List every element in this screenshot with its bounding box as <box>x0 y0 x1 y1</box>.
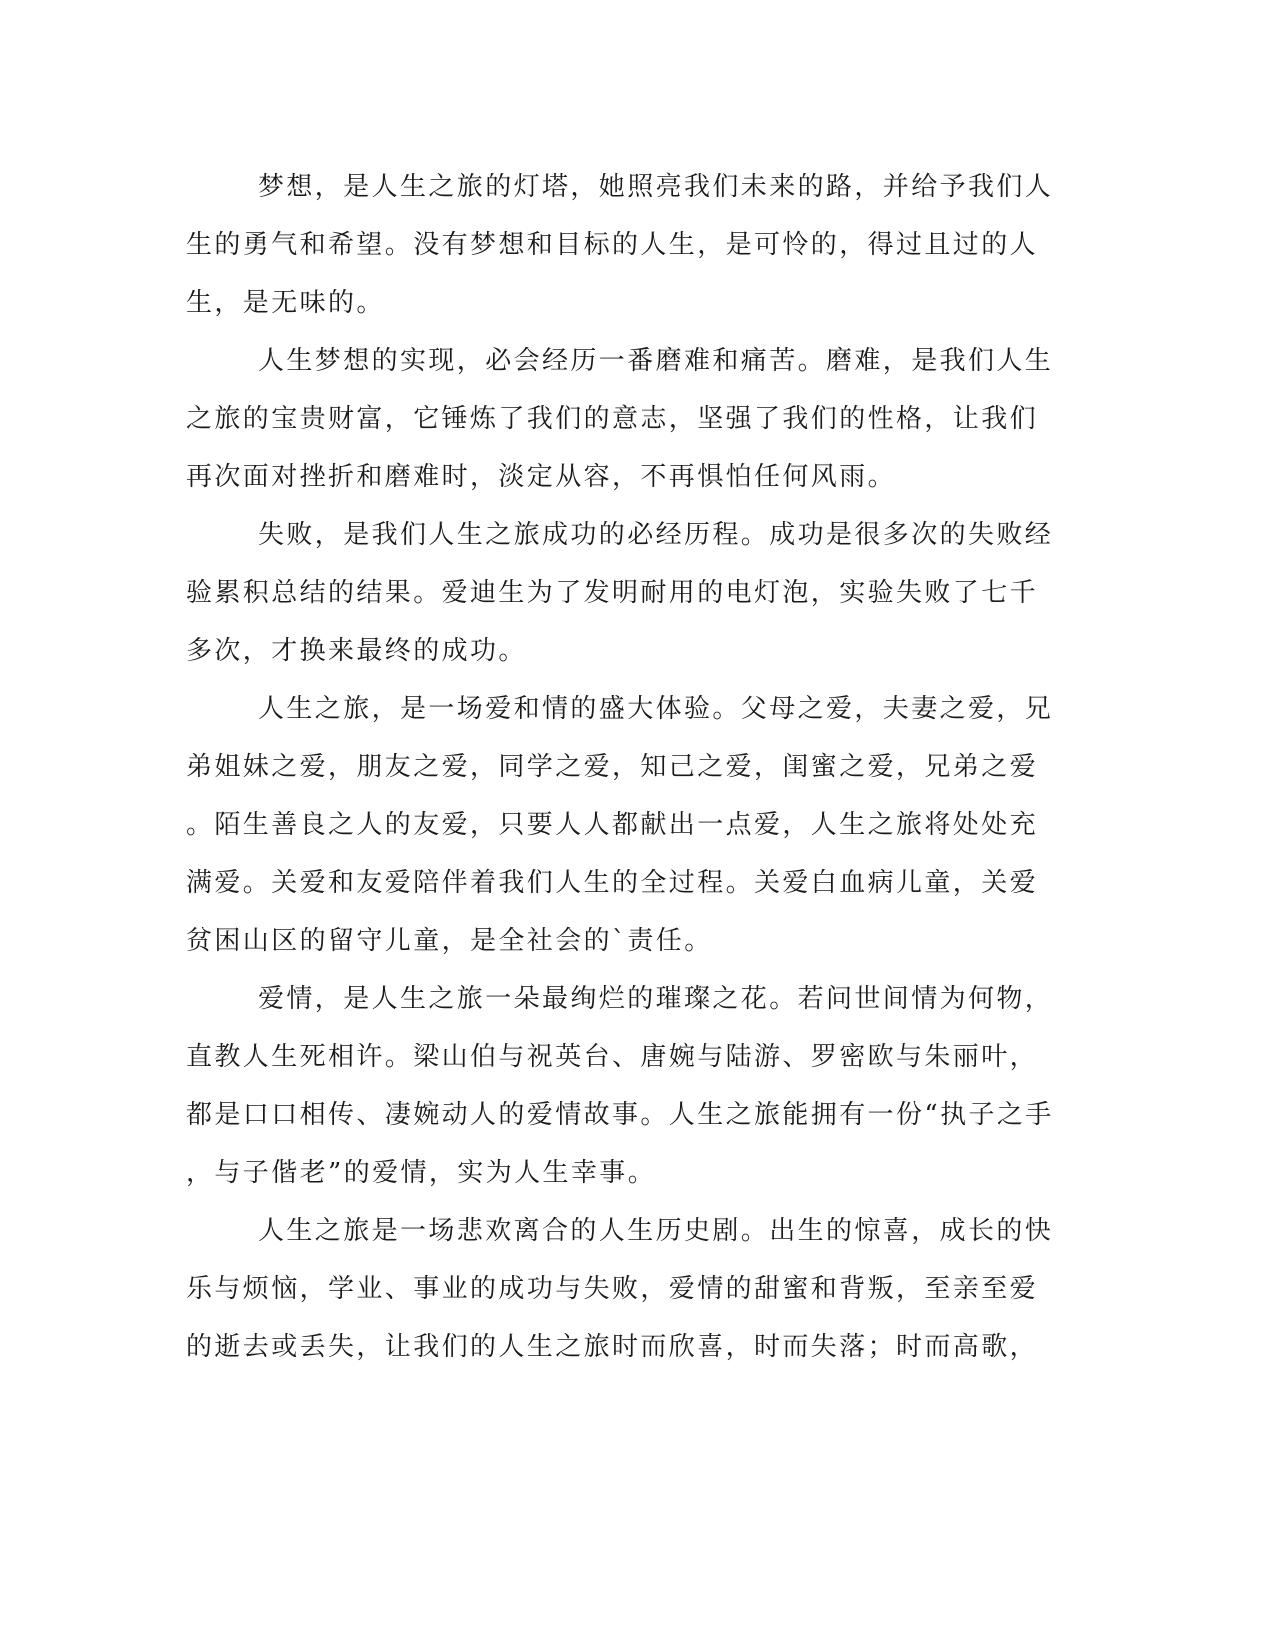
text-line: 贫困山区的留守儿童，是全社会的`责任。 <box>186 926 713 956</box>
text-line: ，与子偕老”的爱情，实为人生幸事。 <box>186 1158 657 1188</box>
text-line: 都是口口相传、凄婉动人的爱情故事。人生之旅能拥有一份“执子之手 <box>186 1100 1054 1130</box>
text-line: 再次面对挫折和磨难时，淡定从容，不再惧怕任何风雨。 <box>186 462 897 492</box>
text-line: 之旅的宝贵财富，它锤炼了我们的意志，坚强了我们的性格，让我们 <box>186 404 1039 434</box>
text-line: 弟姐妹之爱，朋友之爱，同学之爱，知己之爱，闺蜜之爱，兄弟之爱 <box>186 752 1039 782</box>
text-line: 失败，是我们人生之旅成功的必经历程。成功是很多次的失败经 <box>258 520 1054 550</box>
text-line: 验累积总结的结果。爱迪生为了发明耐用的电灯泡，实验失败了七千 <box>186 578 1039 608</box>
text-line: 的逝去或丢失，让我们的人生之旅时而欣喜，时而失落；时而高歌， <box>186 1332 1039 1362</box>
text-line: 爱情，是人生之旅一朵最绚烂的璀璨之花。若问世间情为何物， <box>258 984 1054 1014</box>
text-line: 生的勇气和希望。没有梦想和目标的人生，是可怜的，得过且过的人 <box>186 230 1039 260</box>
text-line: 人生之旅是一场悲欢离合的人生历史剧。出生的惊喜，成长的快 <box>258 1216 1054 1246</box>
text-line: 多次，才换来最终的成功。 <box>186 636 527 666</box>
text-line: 人生之旅，是一场爱和情的盛大体验。父母之爱，夫妻之爱，兄 <box>258 694 1054 724</box>
text-line: 生，是无味的。 <box>186 288 385 318</box>
text-line: 乐与烦恼，学业、事业的成功与失败，爱情的甜蜜和背叛，至亲至爱 <box>186 1274 1039 1304</box>
text-line: 。陌生善良之人的友爱，只要人人都献出一点爱，人生之旅将处处充 <box>186 810 1039 840</box>
text-line: 直教人生死相许。梁山伯与祝英台、唐婉与陆游、罗密欧与朱丽叶， <box>186 1042 1039 1072</box>
body-text <box>186 158 1066 1376</box>
text-line: 满爱。关爱和友爱陪伴着我们人生的全过程。关爱白血病儿童，关爱 <box>186 868 1039 898</box>
text-line: 人生梦想的实现，必会经历一番磨难和痛苦。磨难，是我们人生 <box>258 346 1054 376</box>
text-line: 梦想，是人生之旅的灯塔，她照亮我们未来的路，并给予我们人 <box>258 172 1054 202</box>
